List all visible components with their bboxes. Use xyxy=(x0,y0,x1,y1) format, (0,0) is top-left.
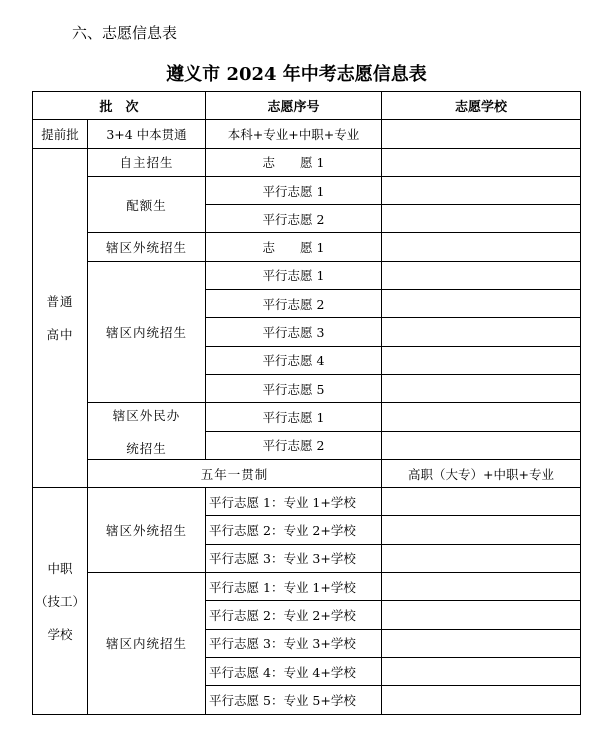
order-cell: 平行志愿 4：专业 4+学校 xyxy=(206,657,382,685)
label-line: （技工） xyxy=(34,593,85,609)
table-row xyxy=(33,120,581,148)
header-order: 志愿序号 xyxy=(206,92,382,120)
order-cell: 志 愿 1 xyxy=(206,233,382,261)
order-cell: 平行志愿 5：专业 5+学校 xyxy=(206,686,382,714)
school-input-cell[interactable] xyxy=(382,403,581,431)
order-cell: 平行志愿 2：专业 2+学校 xyxy=(206,516,382,544)
school-input-cell[interactable] xyxy=(382,176,581,204)
category-out-district: 辖区外统招生 xyxy=(88,233,206,261)
category-private-out xyxy=(88,403,206,460)
header-school: 志愿学校 xyxy=(382,92,581,120)
table-row xyxy=(33,403,581,431)
school-input-cell[interactable] xyxy=(382,573,581,601)
label-line: 高中 xyxy=(46,327,74,343)
label-line: 中职 xyxy=(47,560,73,576)
order-cell: 平行志愿 2 xyxy=(206,205,382,233)
order-cell: 高职（大专）+中职+专业 xyxy=(382,459,581,487)
order-cell: 平行志愿 1 xyxy=(206,176,382,204)
order-cell: 平行志愿 4 xyxy=(206,346,382,374)
label-line: 普通 xyxy=(46,294,74,310)
order-cell: 平行志愿 1 xyxy=(206,261,382,289)
category-in-district: 辖区内统招生 xyxy=(88,261,206,402)
order-cell: 平行志愿 1：专业 1+学校 xyxy=(206,573,382,601)
early-batch-label: 提前批 xyxy=(33,120,88,148)
table-row xyxy=(33,148,581,176)
label-line: 辖区外民办 xyxy=(112,407,181,423)
header-batch: 批 次 xyxy=(33,92,206,120)
school-input-cell[interactable] xyxy=(382,601,581,629)
school-input-cell[interactable] xyxy=(382,233,581,261)
school-input-cell[interactable] xyxy=(382,120,581,148)
order-cell: 平行志愿 1：专业 1+学校 xyxy=(206,488,382,516)
order-cell: 平行志愿 3：专业 3+学校 xyxy=(206,544,382,572)
school-input-cell[interactable] xyxy=(382,516,581,544)
category-quota: 配额生 xyxy=(88,176,206,233)
school-input-cell[interactable] xyxy=(382,657,581,685)
school-input-cell[interactable] xyxy=(382,374,581,402)
order-cell: 平行志愿 3 xyxy=(206,318,382,346)
table-row xyxy=(33,261,581,289)
label-line: 统招生 xyxy=(126,440,167,456)
table-row xyxy=(33,488,581,516)
school-input-cell[interactable] xyxy=(382,318,581,346)
high-school-label xyxy=(33,148,88,488)
school-input-cell[interactable] xyxy=(382,431,581,459)
section-heading: 六、志愿信息表 xyxy=(72,24,178,42)
school-input-cell[interactable] xyxy=(382,544,581,572)
order-cell: 平行志愿 2 xyxy=(206,290,382,318)
school-input-cell[interactable] xyxy=(382,686,581,714)
label-line: 学校 xyxy=(47,626,73,642)
order-cell: 志 愿 1 xyxy=(206,148,382,176)
early-program: 3+4 中本贯通 xyxy=(88,120,206,148)
school-input-cell[interactable] xyxy=(382,261,581,289)
order-cell: 平行志愿 5 xyxy=(206,374,382,402)
vocational-label xyxy=(33,488,88,714)
order-cell: 平行志愿 1 xyxy=(206,403,382,431)
category-out-district: 辖区外统招生 xyxy=(88,488,206,573)
category-self-recruit: 自主招生 xyxy=(88,148,206,176)
school-input-cell[interactable] xyxy=(382,148,581,176)
table-row xyxy=(33,233,581,261)
order-cell: 平行志愿 2：专业 2+学校 xyxy=(206,601,382,629)
school-input-cell[interactable] xyxy=(382,290,581,318)
five-year-label: 五年一贯制 xyxy=(88,459,382,487)
order-cell: 平行志愿 2 xyxy=(206,431,382,459)
table-row xyxy=(33,176,581,204)
category-in-district: 辖区内统招生 xyxy=(88,573,206,714)
table-row xyxy=(33,459,581,487)
order-cell: 本科+专业+中职+专业 xyxy=(206,120,382,148)
school-input-cell[interactable] xyxy=(382,346,581,374)
school-input-cell[interactable] xyxy=(382,205,581,233)
table-row xyxy=(33,573,581,601)
school-input-cell[interactable] xyxy=(382,629,581,657)
volunteer-info-table xyxy=(32,91,581,715)
header-row xyxy=(33,92,581,120)
order-cell: 平行志愿 3：专业 3+学校 xyxy=(206,629,382,657)
page-title: 遵义市 2024 年中考志愿信息表 xyxy=(166,64,427,85)
school-input-cell[interactable] xyxy=(382,488,581,516)
